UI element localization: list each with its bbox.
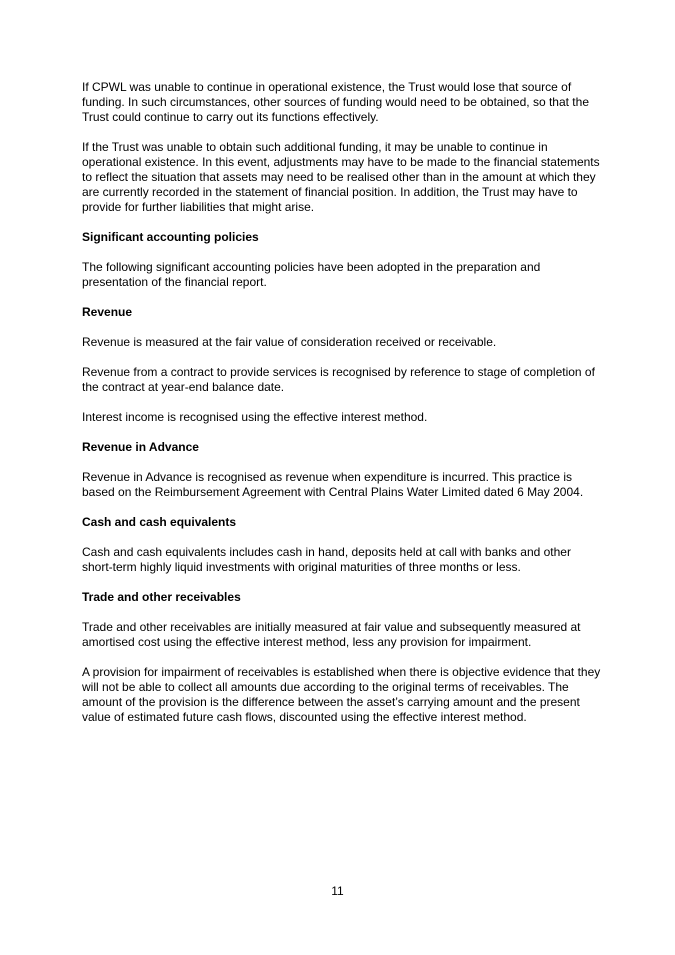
revenue-paragraph-3: Interest income is recognised using the effective interest method.: [82, 410, 428, 424]
revenue-paragraph-2: Revenue from a contract to provide services is recognised by reference to stage of completion of the contract at year-end balance date.: [82, 365, 595, 394]
going-concern-paragraph-2: If the Trust was unable to obtain such additional funding, it may be unable to continue in operational existence. In this event, adjustments may have to be made to the financial statements to reflect the situation that assets may need to be realised other than in the amount at which they are currently recorded in the statement of financial position. In addition, the Trust may have to provide for further liabilities that might arise.: [82, 140, 600, 214]
heading-revenue-in-advance: Revenue in Advance: [82, 440, 199, 454]
revenue-in-advance-paragraph: Revenue in Advance is recognised as revenue when expenditure is incurred. This practice is based on the Reimbursement Agreement with Central Plains Water Limited dated 6 May 2004.: [82, 470, 584, 499]
going-concern-paragraph-1: If CPWL was unable to continue in operational existence, the Trust would lose that source of funding. In such circumstances, other sources of funding would need to be obtained, so that the Trust could continue to carry out its functions effectively.: [82, 80, 589, 124]
accounting-policies-intro: The following significant accounting policies have been adopted in the preparation and presentation of the financial report.: [82, 260, 541, 289]
receivables-paragraph-2: A provision for impairment of receivables is established when there is objective evidence that they will not be able to collect all amounts due according to the original terms of receivables. The amount of the provision is the difference between the asset’s carrying amount and the present value of estimated future cash flows, discounted using the effective interest method.: [82, 665, 601, 724]
document-body: [82, 80, 602, 740]
heading-trade-and-other-receivables: Trade and other receivables: [82, 590, 241, 604]
revenue-paragraph-1: Revenue is measured at the fair value of consideration received or receivable.: [82, 335, 497, 349]
receivables-paragraph-1: Trade and other receivables are initially measured at fair value and subsequently measured at amortised cost using the effective interest method, less any provision for impairment.: [82, 620, 581, 649]
heading-significant-accounting-policies: Significant accounting policies: [82, 230, 259, 244]
heading-revenue: Revenue: [82, 305, 133, 319]
heading-cash-and-cash-equivalents: Cash and cash equivalents: [82, 515, 237, 529]
page-number: 11: [331, 884, 344, 898]
cash-paragraph: Cash and cash equivalents includes cash in hand, deposits held at call with banks and other short-term highly liquid investments with original maturities of three months or less.: [82, 545, 571, 574]
